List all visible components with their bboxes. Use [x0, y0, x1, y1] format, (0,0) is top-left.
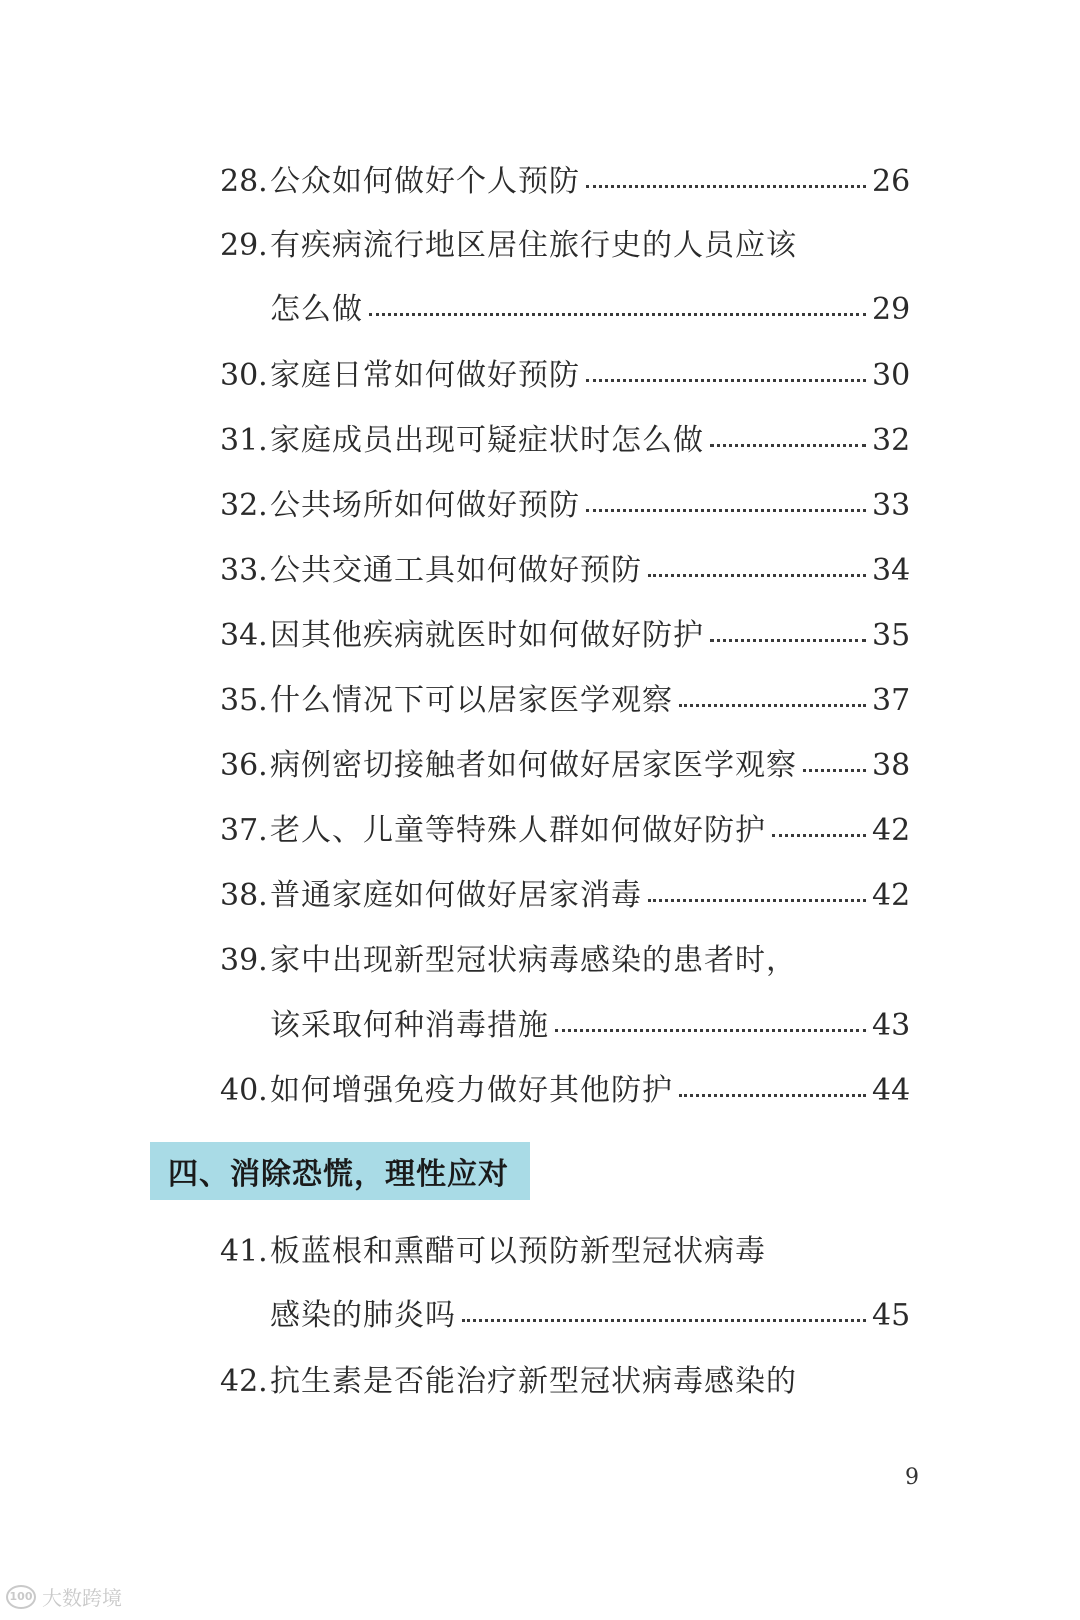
entry-number: 28.	[220, 164, 268, 199]
entry-page: 35	[872, 618, 911, 653]
entry-title: 什么情况下可以居家医学观察	[270, 683, 673, 718]
toc-entry[interactable]	[220, 421, 910, 461]
dot-leader	[555, 1029, 866, 1032]
watermark-text: 大数跨境	[42, 1586, 122, 1610]
entry-title: 家中出现新型冠状病毒感染的患者时，	[270, 943, 797, 978]
entry-page: 45	[872, 1298, 911, 1333]
dot-leader	[586, 185, 866, 188]
toc-entry[interactable]	[220, 356, 910, 396]
entry-title-cont: 怎么做	[270, 292, 363, 327]
dot-leader	[679, 704, 866, 707]
entry-title: 公众如何做好个人预防	[270, 164, 580, 199]
toc-entry[interactable]	[220, 876, 910, 916]
toc-entry[interactable]	[220, 1071, 910, 1111]
entry-page: 42	[872, 878, 911, 913]
toc-entry-continuation[interactable]	[220, 1006, 910, 1046]
entry-title: 普通家庭如何做好居家消毒	[270, 878, 642, 913]
entry-page: 32	[872, 423, 911, 458]
toc-entry[interactable]	[220, 616, 910, 656]
toc-entry[interactable]	[220, 486, 910, 526]
page-number: 9	[905, 1465, 919, 1490]
entry-number: 31.	[220, 423, 268, 458]
toc-entry[interactable]	[220, 1362, 910, 1402]
entry-number: 36.	[220, 748, 268, 783]
entry-number: 29.	[220, 228, 268, 263]
entry-title: 有疾病流行地区居住旅行史的人员应该	[270, 228, 797, 263]
entry-page: 30	[872, 358, 911, 393]
entry-title-cont: 该采取何种消毒措施	[270, 1008, 549, 1043]
entry-number: 38.	[220, 878, 268, 913]
entry-number: 37.	[220, 813, 268, 848]
toc-entry[interactable]	[220, 162, 910, 202]
entry-page: 37	[872, 683, 911, 718]
section-heading	[150, 1142, 530, 1200]
entry-title: 家庭成员出现可疑症状时怎么做	[270, 423, 704, 458]
dot-leader	[710, 444, 866, 447]
toc-entry[interactable]	[220, 681, 910, 721]
entry-title: 家庭日常如何做好预防	[270, 358, 580, 393]
entry-title: 抗生素是否能治疗新型冠状病毒感染的	[270, 1364, 797, 1399]
entry-page: 38	[872, 748, 911, 783]
dot-leader	[586, 509, 866, 512]
section-title: 四、消除恐慌，理性应对	[168, 1157, 509, 1192]
dot-leader	[462, 1319, 866, 1322]
toc-entry[interactable]	[220, 746, 910, 786]
entry-page: 33	[872, 488, 911, 523]
entry-number: 33.	[220, 553, 268, 588]
entry-page: 26	[872, 164, 911, 199]
dot-leader	[369, 313, 866, 316]
entry-title: 老人、儿童等特殊人群如何做好防护	[270, 813, 766, 848]
entry-number: 42.	[220, 1364, 268, 1399]
watermark	[6, 1582, 122, 1611]
dot-leader	[772, 834, 866, 837]
entry-title: 板蓝根和熏醋可以预防新型冠状病毒	[270, 1234, 766, 1269]
toc-entry[interactable]	[220, 941, 910, 981]
toc-entry-continuation[interactable]	[220, 290, 910, 330]
toc-entry[interactable]	[220, 1232, 910, 1272]
watermark-logo-icon: 100	[6, 1585, 36, 1609]
entry-number: 32.	[220, 488, 268, 523]
entry-title: 公共交通工具如何做好预防	[270, 553, 642, 588]
dot-leader	[679, 1094, 866, 1097]
entry-number: 40.	[220, 1073, 268, 1108]
toc-entry[interactable]	[220, 811, 910, 851]
entry-page: 34	[872, 553, 911, 588]
dot-leader	[648, 574, 866, 577]
entry-title-cont: 感染的肺炎吗	[270, 1298, 456, 1333]
dot-leader	[586, 379, 866, 382]
entry-number: 41.	[220, 1234, 268, 1269]
entry-page: 29	[872, 292, 911, 327]
entry-title: 如何增强免疫力做好其他防护	[270, 1073, 673, 1108]
entry-page: 43	[872, 1008, 911, 1043]
entry-title: 因其他疾病就医时如何做好防护	[270, 618, 704, 653]
dot-leader	[710, 639, 866, 642]
entry-number: 34.	[220, 618, 268, 653]
entry-page: 44	[872, 1073, 911, 1108]
dot-leader	[648, 899, 866, 902]
toc-entry[interactable]	[220, 551, 910, 591]
entry-number: 30.	[220, 358, 268, 393]
entry-title: 病例密切接触者如何做好居家医学观察	[270, 748, 797, 783]
entry-page: 42	[872, 813, 911, 848]
toc-entry[interactable]	[220, 226, 910, 266]
entry-title: 公共场所如何做好预防	[270, 488, 580, 523]
toc-entry-continuation[interactable]	[220, 1296, 910, 1336]
entry-number: 35.	[220, 683, 268, 718]
dot-leader	[803, 769, 866, 772]
entry-number: 39.	[220, 943, 268, 978]
